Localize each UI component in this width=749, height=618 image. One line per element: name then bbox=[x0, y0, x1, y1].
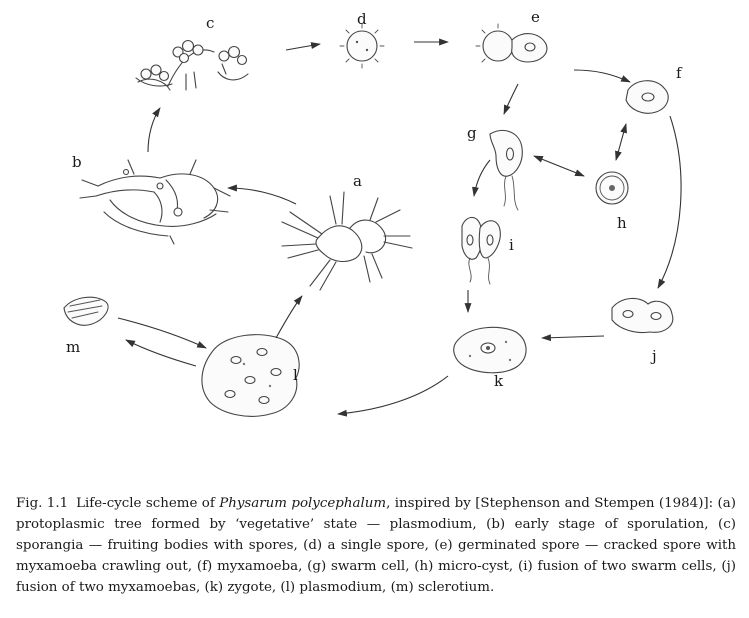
stage-g-swarm-cell bbox=[467, 124, 522, 210]
label-g: g bbox=[467, 124, 477, 142]
stage-f-myxamoeba bbox=[626, 64, 683, 113]
label-a: a bbox=[353, 172, 362, 190]
label-h: h bbox=[617, 214, 627, 232]
arrow-l-to-a bbox=[276, 296, 302, 338]
stage-i-swarm-cell-fusion bbox=[462, 217, 514, 284]
stage-d-single-spore bbox=[340, 10, 384, 68]
arrow-a-to-b bbox=[228, 188, 296, 204]
label-c: c bbox=[206, 14, 215, 32]
stage-h-micro-cyst bbox=[596, 172, 628, 232]
arrow-k-to-l bbox=[338, 376, 448, 414]
arrow-b-to-c bbox=[148, 108, 160, 152]
arrow-c-to-d bbox=[286, 44, 320, 50]
figure-number: Fig. 1.1 bbox=[16, 496, 69, 512]
label-e: e bbox=[531, 8, 540, 26]
arrow-e-to-g bbox=[504, 84, 518, 114]
caption-lead: Life-cycle scheme of bbox=[76, 496, 220, 512]
arrow-e-to-f bbox=[574, 70, 630, 82]
label-m: m bbox=[66, 338, 81, 356]
figure-caption bbox=[16, 493, 736, 598]
label-j: j bbox=[652, 347, 657, 365]
arrow-g-to-i bbox=[474, 160, 490, 196]
stage-j-myxamoeba-fusion bbox=[612, 298, 673, 365]
caption-body: , inspired by [Stephenson and Stempen (1984)]: (a) protoplasmic tree formed by ‘vegetative’ state — plasmodium, (b) early stage of sporulation, (c) sporangia — fruiting bodies with spores, (d) a single spore, (e) germinated spore — cracked spore with myxamoeba crawling out, (f) myxamoeba, (g) swarm cell, (h) micro-cyst, (i) fusion of two swarm cells, (j) fusion of two myxamoebas, (k) zygote, (l) plasmodium, (m) sclerotium. bbox=[16, 496, 736, 596]
arrow-j-to-k bbox=[542, 336, 604, 338]
stage-k-zygote bbox=[454, 327, 526, 390]
stage-c-sporangia bbox=[136, 14, 248, 90]
label-l: l bbox=[293, 366, 298, 384]
stage-a-protoplasmic-tree bbox=[282, 172, 412, 290]
species-name: Physarum polycephalum bbox=[219, 496, 387, 512]
arrow-l-to-m bbox=[126, 340, 196, 366]
arrow-f-to-j bbox=[658, 116, 681, 288]
stage-e-germinated-spore bbox=[476, 8, 547, 62]
label-f: f bbox=[676, 64, 682, 82]
arrow-m-to-l bbox=[118, 318, 206, 348]
stage-l-plasmodium bbox=[202, 335, 299, 417]
stage-m-sclerotium bbox=[64, 297, 108, 356]
label-i: i bbox=[509, 236, 514, 254]
label-b: b bbox=[72, 153, 82, 171]
label-d: d bbox=[357, 10, 367, 28]
arrow-g-h bbox=[534, 156, 584, 176]
stage-b-early-sporulation bbox=[72, 153, 230, 244]
label-k: k bbox=[494, 372, 504, 390]
arrow-f-h bbox=[616, 124, 626, 160]
